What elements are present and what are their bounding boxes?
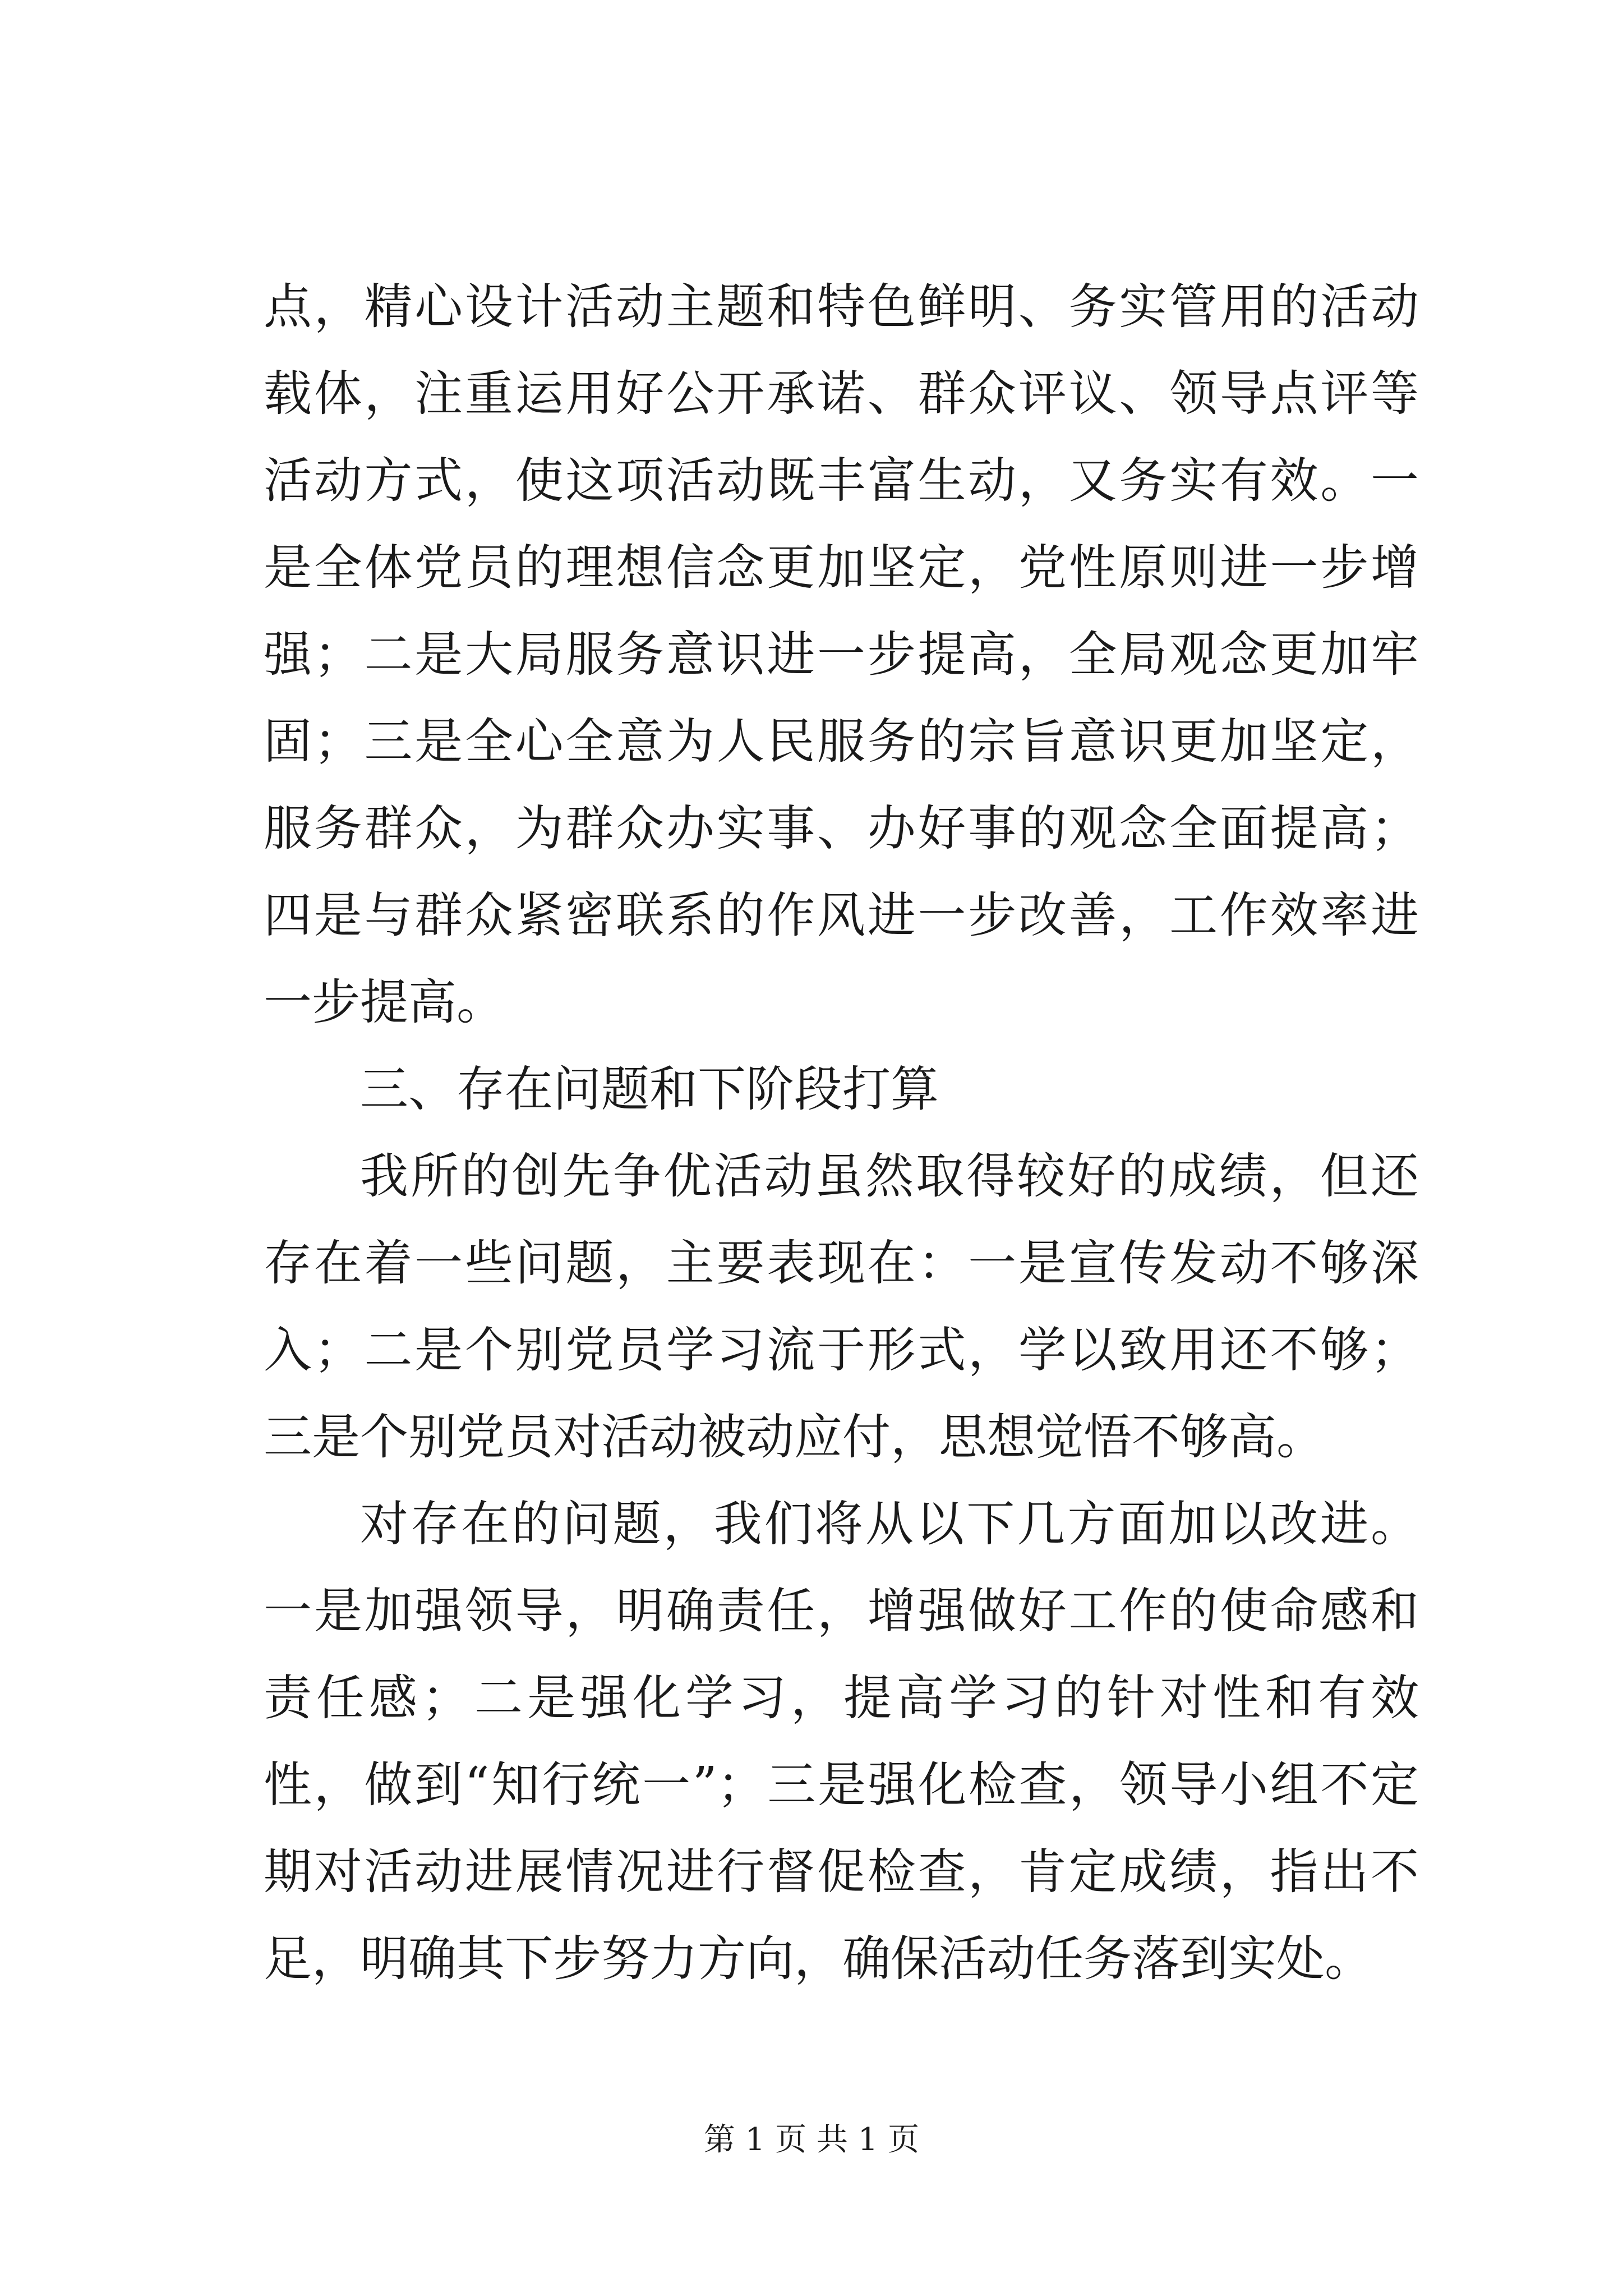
body-paragraph-continued: 点，精心设计活动主题和特色鲜明、务实管用的活动载体，注重运用好公开承诺、群众评议、领导点评等活动方式，使这项活动既丰富生动，又务实有效。一是全体党员的理想信念更加坚定，党性原则进一步增强；二是大局服务意识进一步提高，全局观念更加牢固；三是全心全意为人民服务的宗旨意识更加坚定，服务群众，为群众办实事、办好事的观念全面提高；四是与群众紧密联系的作风进一步改善，工作效率进一步提高。 — [264, 279, 1419, 1030]
body-paragraph-improvements: 对存在的问题，我们将从以下几方面加以改进。一是加强领导，明确责任，增强做好工作的使命感和责任感；二是强化学习，提高学习的针对性和有效性，做到“知行统一”；三是强化检查，领导小组不定期对活动进展情况进行督促检查，肯定成绩，指出不足，明确其下步努力方向，确保活动任务落到实处。 — [264, 1496, 1419, 1987]
document-body — [264, 264, 1419, 2003]
page-number-footer: 第 1 页 共 1 页 — [703, 2122, 920, 2158]
body-paragraph-problems: 我所的创先争优活动虽然取得较好的成绩，但还存在着一些问题，主要表现在：一是宣传发动不够深入；二是个别党员学习流于形式，学以致用还不够；三是个别党员对活动被动应付，思想觉悟不够高。 — [264, 1148, 1419, 1465]
section-heading: 三、存在问题和下阶段打算 — [360, 1061, 939, 1117]
